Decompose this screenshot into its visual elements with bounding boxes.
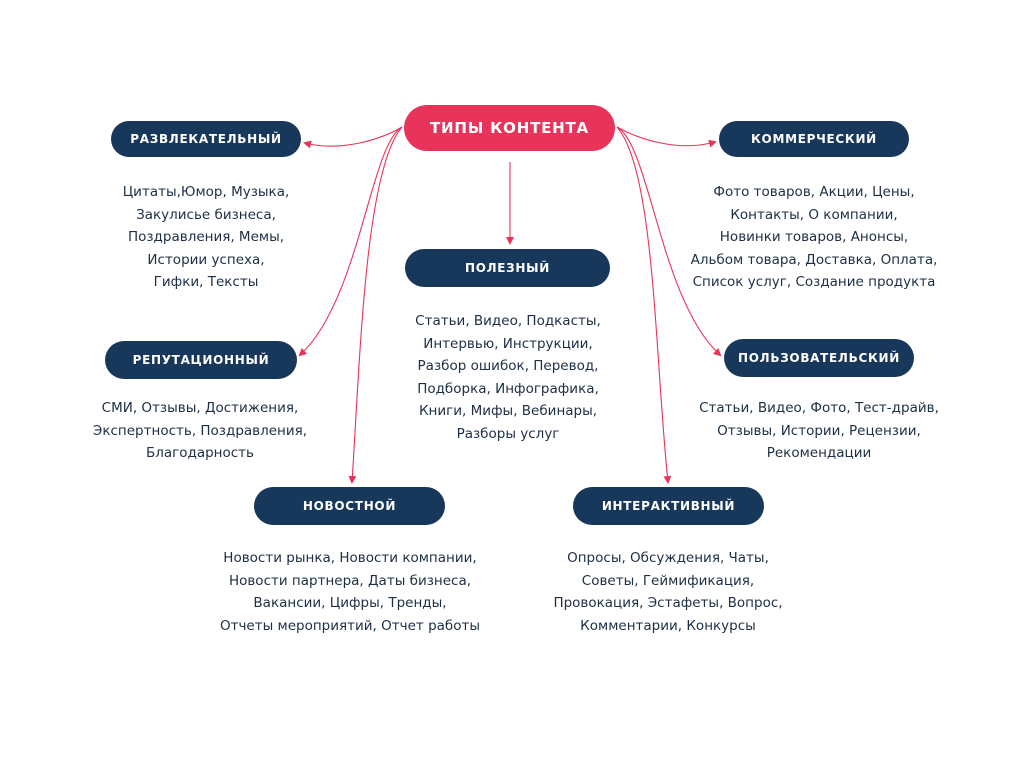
desc-line: Новинки товаров, Анонсы, — [719, 229, 909, 246]
node-useful: ПОЛЕЗНЫЙ — [405, 249, 610, 287]
desc-line: Отзывы, Истории, Рецензии, — [717, 422, 921, 439]
desc-line: Разбор ошибок, Перевод, — [417, 358, 599, 375]
desc-line: Советы, Геймификация, — [581, 572, 755, 589]
node-user: ПОЛЬЗОВАТЕЛЬСКИЙ — [724, 339, 914, 377]
desc-line: Закулисье бизнеса, — [136, 206, 276, 223]
connector-entertaining — [305, 127, 402, 146]
desc-line: Рекомендации — [766, 445, 872, 462]
desc-line: Альбом товара, Доставка, Оплата, — [690, 251, 938, 268]
connector-commercial — [617, 127, 715, 146]
desc-line: Фото товаров, Акции, Цены, — [713, 184, 915, 200]
desc-line: Интервью, Инструкции, — [423, 335, 593, 352]
desc-line: Статьи, Видео, Фото, Тест-драйв, — [699, 400, 939, 416]
root-node: ТИПЫ КОНТЕНТА — [404, 105, 615, 151]
desc-line: Комментарии, Конкурсы — [580, 617, 756, 634]
desc-line: СМИ, Отзывы, Достижения, — [101, 400, 299, 416]
desc-line: Опросы, Обсуждения, Чаты, — [567, 550, 769, 566]
desc-line: Гифки, Тексты — [153, 274, 259, 291]
desc-line: Истории успеха, — [147, 251, 265, 268]
desc-commercial — [664, 181, 964, 294]
desc-line: Подборка, Инфографика, — [417, 380, 599, 397]
desc-interactive — [508, 547, 828, 637]
node-entertaining: РАЗВЛЕКАТЕЛЬНЫЙ — [111, 121, 301, 157]
desc-news — [190, 547, 510, 637]
desc-line: Разборы услуг — [456, 425, 560, 442]
desc-line: Книги, Мифы, Вебинары, — [418, 403, 598, 420]
desc-line: Поздравления, Мемы, — [127, 229, 285, 246]
desc-line: Новости партнера, Даты бизнеса, — [228, 572, 472, 589]
node-interactive: ИНТЕРАКТИВНЫЙ — [573, 487, 764, 525]
desc-line: Список услуг, Создание продукта — [692, 274, 936, 291]
desc-line: Статьи, Видео, Подкасты, — [415, 313, 601, 329]
desc-line: Вакансии, Цифры, Тренды, — [253, 595, 447, 612]
desc-line: Цитаты,Юмор, Музыка, — [122, 184, 290, 200]
desc-line: Контакты, О компании, — [730, 206, 898, 223]
desc-line: Благодарность — [145, 445, 255, 462]
desc-line: Новости рынка, Новости компании, — [223, 550, 477, 566]
node-reputational: РЕПУТАЦИОННЫЙ — [105, 341, 297, 379]
desc-reputational — [50, 397, 350, 465]
desc-line: Провокация, Эстафеты, Вопрос, — [553, 595, 783, 612]
node-news: НОВОСТНОЙ — [254, 487, 445, 525]
node-commercial: КОММЕРЧЕСКИЙ — [719, 121, 909, 157]
desc-line: Отчеты мероприятий, Отчет работы — [219, 617, 481, 634]
desc-useful — [358, 310, 658, 446]
desc-line: Экспертность, Поздравления, — [92, 422, 308, 439]
desc-entertaining — [56, 181, 356, 294]
desc-user — [659, 397, 979, 465]
